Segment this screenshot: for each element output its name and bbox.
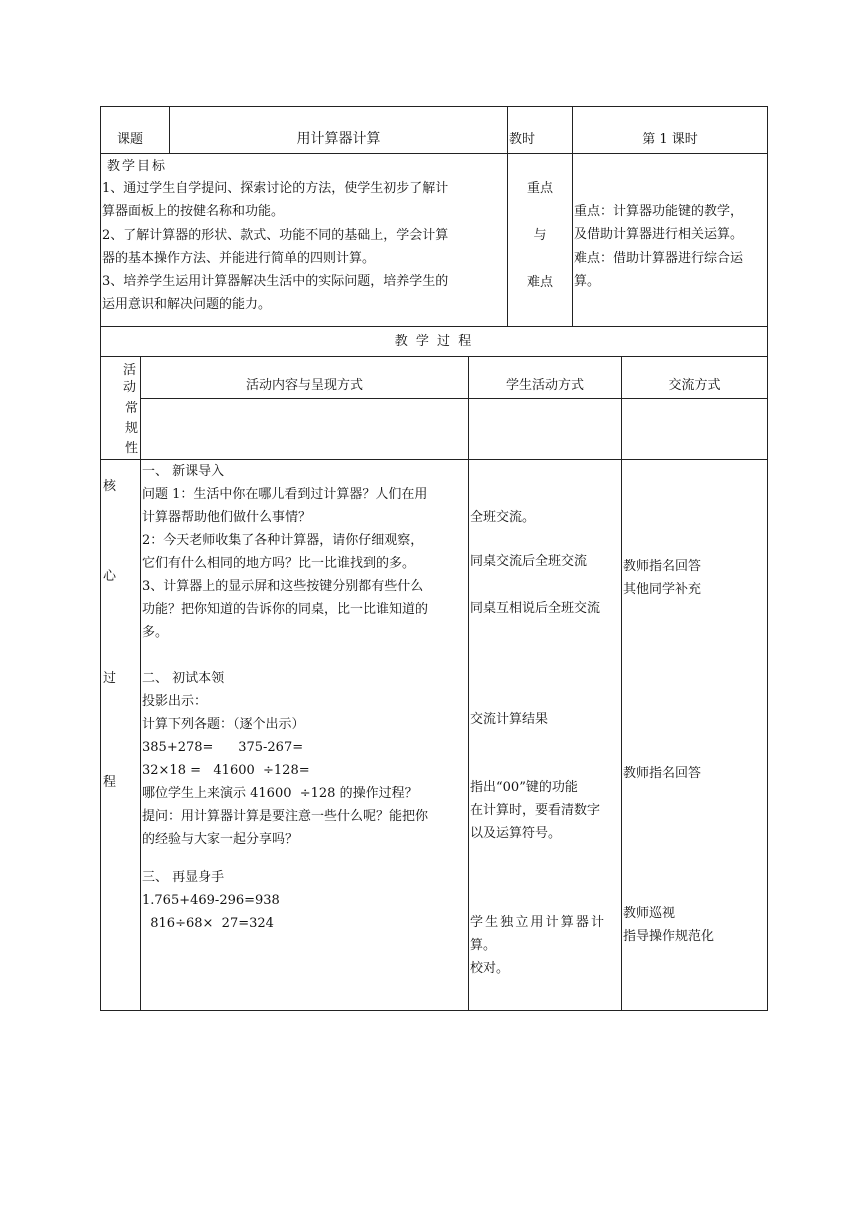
content-line: 问题 1：生活中你在哪儿看到过计算器？人们在用: [142, 487, 428, 502]
objective-line: 运用意识和解决问题的能力。: [102, 297, 272, 312]
process-title: 教 学 过 程: [394, 334, 474, 349]
key-point-line: 重点：计算器功能键的教学，: [574, 204, 744, 219]
student-line: 交流计算结果: [470, 712, 549, 727]
student-line: 算。: [470, 938, 497, 953]
content-line: 提问：用计算器计算是要注意一些什么呢？能把你: [142, 809, 429, 824]
col-exchange-header: 交流方式: [668, 378, 721, 393]
student-line: 指出“00”键的功能: [470, 780, 578, 795]
core-label-3: 过: [103, 671, 117, 686]
period-label: 教时: [509, 132, 536, 147]
content-line: 32×18 = 41600 ÷128=: [142, 763, 310, 778]
objective-line: 算器面板上的按健名称和功能。: [102, 204, 285, 219]
col-content-header: 活动内容与呈现方式: [245, 378, 363, 393]
content-line: 816÷68× 27=324: [142, 916, 274, 931]
exchange-line: 教师指名回答: [623, 766, 702, 781]
core-label-1: 核: [103, 479, 117, 494]
content-line: 多。: [142, 625, 169, 640]
period-value: 第 1 课时: [642, 132, 698, 147]
key-label-3: 难点: [526, 275, 553, 290]
exchange-line: 其他同学补充: [623, 582, 702, 597]
lesson-label: 课题: [117, 132, 144, 147]
objective-line: 1、通过学生自学提问、探索讨论的方法，使学生初步了解计: [102, 181, 449, 196]
student-line: 全班交流。: [470, 510, 536, 525]
objective-line: 2、了解计算器的形状、款式、功能不同的基础上，学会计算: [102, 228, 449, 243]
student-line: 同桌互相说后全班交流: [470, 601, 601, 616]
core-label-2: 心: [103, 569, 117, 584]
content-line: 功能？把你知道的告诉你的同桌，比一比谁知道的: [142, 602, 429, 617]
key-point-line: 及借助计算器进行相关运算。: [574, 227, 744, 242]
exchange-line: 教师巡视: [623, 906, 676, 921]
student-line: 同桌交流后全班交流: [470, 554, 588, 569]
student-line: 学 生 独 立 用 计 算 器 计: [470, 915, 604, 930]
key-label-1: 重点: [526, 181, 553, 196]
content-line: 3、计算器上的显示屏和这些按键分别都有些什么: [142, 579, 424, 594]
content-line: 2：今天老师收集了各种计算器，请你仔细观察，: [142, 533, 424, 548]
student-line: 校对。: [470, 961, 510, 976]
core-label-4: 程: [103, 775, 117, 790]
objectives-heading: 教学目标: [107, 159, 168, 174]
content-line: 计算下列各题：（逐个出示）: [142, 717, 305, 732]
key-point-line: 难点：借助计算器进行综合运: [574, 251, 744, 266]
content-line: 哪位学生上来演示 41600 ÷128 的操作过程？: [142, 786, 418, 801]
content-line: 二、 初试本领: [142, 671, 225, 686]
exchange-line: 指导操作规范化: [623, 929, 715, 944]
content-line: 1.765+469-296=938: [142, 893, 280, 908]
exchange-line: 教师指名回答: [623, 559, 702, 574]
content-line: 三、 再显身手: [142, 870, 225, 885]
routine-label: 常 规 性: [125, 401, 139, 456]
col-student-header: 学生活动方式: [505, 378, 584, 393]
content-line: 385+278= 375-267=: [142, 740, 304, 755]
objective-line: 器的基本操作方法、并能进行简单的四则计算。: [102, 251, 376, 266]
student-line: 以及运算符号。: [470, 826, 562, 841]
key-point-line: 算。: [574, 274, 601, 289]
student-line: 在计算时，要看清数字: [470, 803, 601, 818]
content-line: 计算器帮助他们做什么事情？: [142, 510, 312, 525]
lesson-title: 用计算器计算: [296, 131, 381, 147]
content-line: 的经验与大家一起分享吗？: [142, 832, 299, 847]
content-line: 投影出示：: [142, 694, 208, 709]
key-label-2: 与: [533, 228, 547, 243]
content-line: 一、 新课导入: [142, 464, 225, 479]
objective-line: 3、培养学生运用计算器解决生活中的实际问题，培养学生的: [102, 274, 449, 289]
content-line: 它们有什么相同的地方吗？比一比谁找到的多。: [142, 556, 416, 571]
col-activity-short: 活 动: [123, 363, 137, 395]
